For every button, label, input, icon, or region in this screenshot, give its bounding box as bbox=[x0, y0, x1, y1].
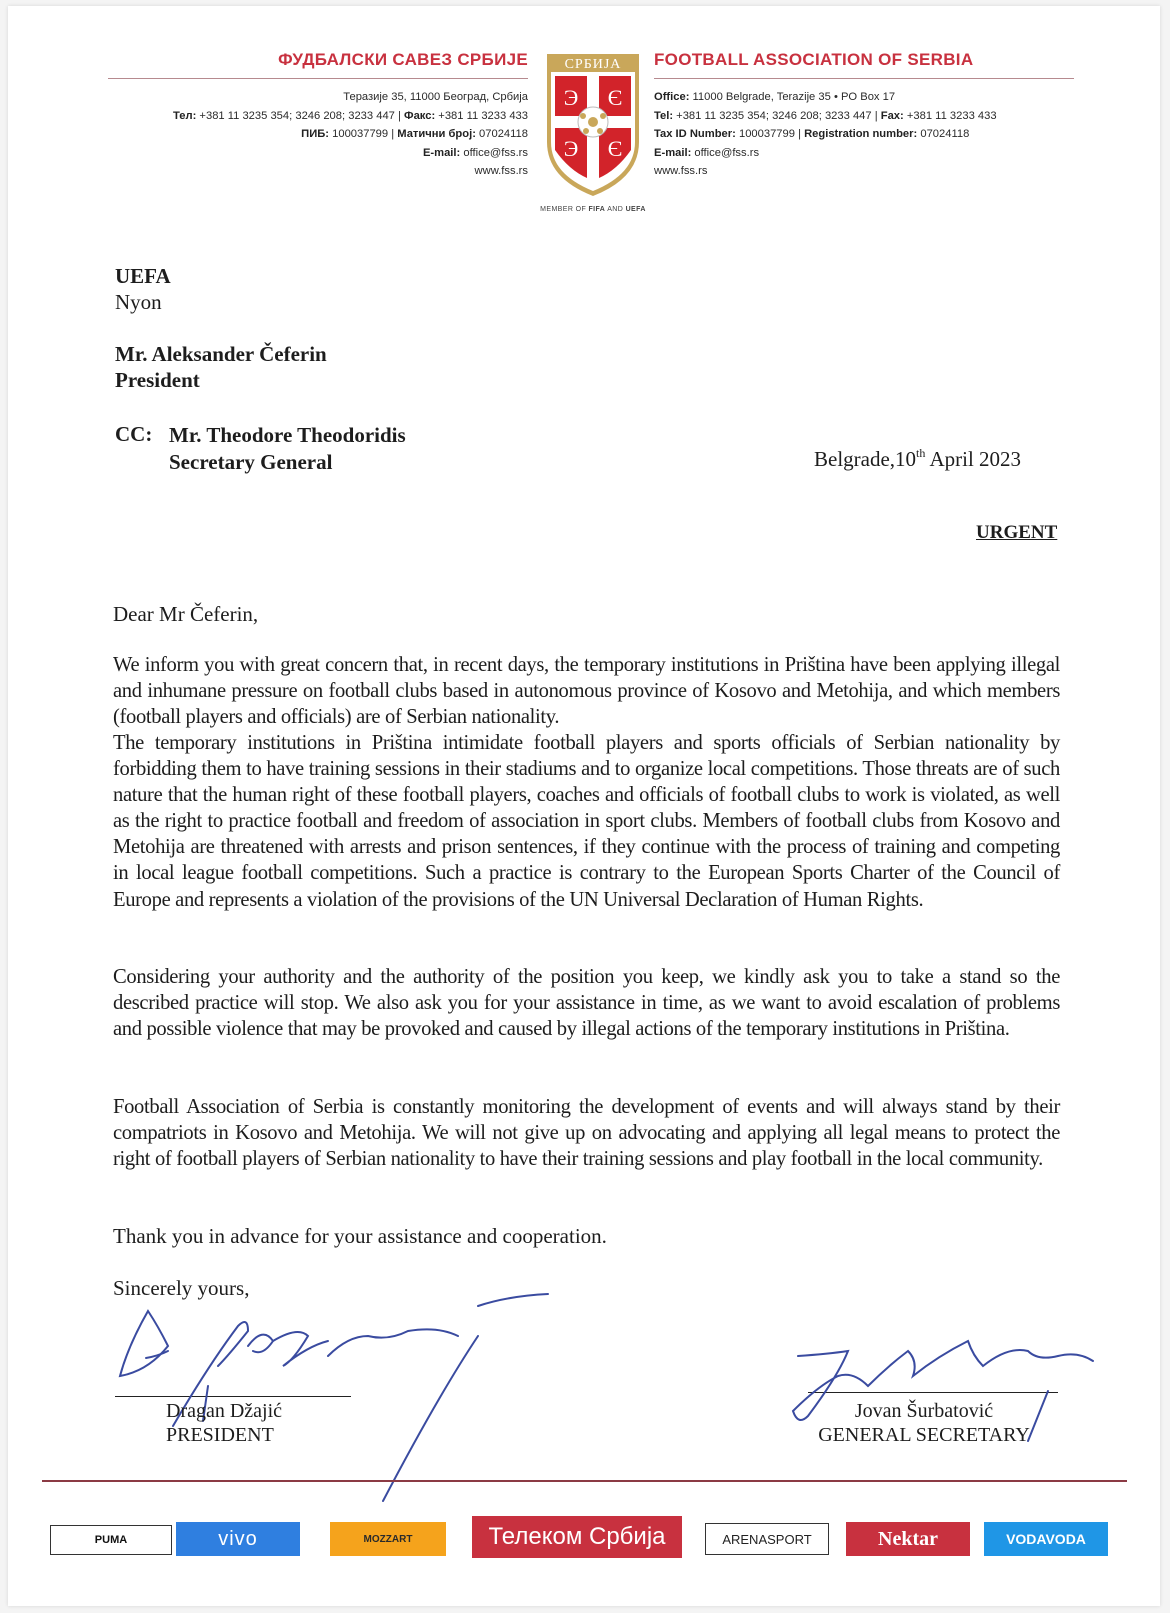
svg-text:Є: Є bbox=[607, 85, 623, 110]
fax-label: Факс: bbox=[404, 109, 436, 122]
cc-name: Mr. Theodore Theodoridis bbox=[169, 423, 406, 447]
sponsor-nektar-logo: Nektar bbox=[846, 1522, 970, 1556]
office-value: 11000 Belgrade, Terazije 35 • PO Box 17 bbox=[689, 91, 896, 103]
cc-title: Secretary General bbox=[169, 450, 333, 474]
tel-label: Тел: bbox=[172, 109, 197, 122]
signature-rule-president bbox=[115, 1396, 351, 1397]
body-paragraph-1: We inform you with great concern that, in recent days, the temporary institutions in Priština have been applying illegal and inhumane pressure on football clubs based in autonomous province of Kosovo and Metohija, and which members (football players and officials) are of Serbian nationality. bbox=[113, 654, 1060, 729]
tax-reg-cyrillic bbox=[108, 125, 528, 144]
email-link[interactable]: office@fss.rs bbox=[460, 146, 528, 159]
signature-rule-secretary bbox=[808, 1392, 1058, 1393]
svg-text:СРБИЈА: СРБИЈА bbox=[564, 57, 622, 72]
date-suffix: th bbox=[916, 446, 926, 460]
letterhead-rule-right bbox=[654, 78, 1074, 79]
recipient-name: Mr. Aleksander Čeferin bbox=[115, 342, 327, 366]
body-paragraph-4: Football Association of Serbia is constantly monitoring the development of events and will always stand by their compatriots in Kosovo and Metohija. We will not give up on advocating and applying all legal means to protect the right of football players of Serbian nationality to have their training sessions and play football in the local community. bbox=[113, 1096, 1060, 1171]
phone-fax-cyrillic bbox=[108, 107, 528, 126]
separator: | bbox=[391, 128, 395, 141]
tax-value: 100037799 bbox=[735, 128, 799, 141]
org-name-english: FOOTBALL ASSOCIATION OF SERBIA bbox=[654, 50, 974, 69]
office-english bbox=[654, 88, 1074, 107]
website-english[interactable]: www.fss.rs bbox=[654, 165, 708, 178]
address-cyrillic: Теразије 35, 11000 Београд, Србија bbox=[343, 91, 528, 103]
member-fifa-uefa bbox=[518, 206, 668, 213]
urgent-label: URGENT bbox=[976, 522, 1058, 543]
date-place: Belgrade,10 bbox=[814, 447, 917, 471]
reg-label: Матични број: bbox=[397, 128, 476, 141]
fss-crest-logo bbox=[543, 50, 643, 198]
fax-value: +381 11 3233 433 bbox=[903, 109, 997, 122]
fax-value: +381 11 3233 433 bbox=[435, 109, 528, 122]
letter-page bbox=[8, 6, 1160, 1606]
member-fifa: FIFA bbox=[588, 206, 606, 213]
email-label: E-mail: bbox=[654, 146, 692, 159]
member-and: AND bbox=[605, 206, 626, 213]
member-prefix: MEMBER OF bbox=[540, 206, 589, 213]
signatory-president bbox=[166, 1399, 282, 1447]
cc-recipient-block bbox=[169, 422, 406, 476]
tel-value: +381 11 3235 354; 3246 208; 3233 447 bbox=[673, 109, 875, 122]
separator: | bbox=[398, 109, 401, 122]
letter-date bbox=[814, 446, 1021, 472]
recipient-org-block bbox=[115, 263, 171, 315]
letterhead-rule-left bbox=[108, 78, 528, 79]
org-name-cyrillic: ФУДБАЛСКИ САВЕЗ СРБИЈЕ bbox=[278, 50, 528, 69]
sponsor-vodavoda-logo: VODAVODA bbox=[984, 1522, 1108, 1556]
svg-text:Э: Э bbox=[563, 85, 579, 110]
reg-value: 07024118 bbox=[475, 128, 528, 141]
signatory-name: Jovan Šurbatović bbox=[854, 1400, 994, 1422]
email-label: E-mail: bbox=[422, 146, 461, 159]
member-uefa: UEFA bbox=[625, 206, 646, 213]
date-rest: April 2023 bbox=[925, 447, 1022, 471]
pib-label: ПИБ: bbox=[301, 128, 330, 141]
svg-text:Э: Э bbox=[563, 136, 579, 161]
svg-text:Є: Є bbox=[607, 136, 623, 161]
website-cyrillic[interactable]: www.fss.rs bbox=[474, 165, 528, 178]
separator: | bbox=[874, 109, 878, 122]
signatory-title: PRESIDENT bbox=[166, 1424, 274, 1446]
pib-value: 100037799 bbox=[329, 128, 392, 141]
tax-reg-english bbox=[654, 125, 1074, 144]
reg-value: 07024118 bbox=[917, 128, 970, 141]
office-label: Office: bbox=[654, 91, 690, 103]
tel-label: Tel: bbox=[654, 109, 674, 122]
signatory-name: Dragan Džajić bbox=[166, 1400, 283, 1422]
sponsor-telekom-logo: Телеком Србија bbox=[472, 1516, 682, 1558]
cc-label: CC: bbox=[115, 422, 153, 446]
email-link[interactable]: office@fss.rs bbox=[691, 146, 760, 159]
footer-rule bbox=[42, 1480, 1127, 1482]
recipient-org: UEFA bbox=[115, 264, 171, 288]
signatory-general-secretary bbox=[794, 1399, 1054, 1447]
thanks-line: Thank you in advance for your assistance and cooperation. bbox=[113, 1224, 607, 1248]
closing-line: Sincerely yours, bbox=[113, 1276, 250, 1300]
reg-label: Registration number: bbox=[804, 128, 918, 141]
tax-label: Tax ID Number: bbox=[654, 128, 736, 141]
letterhead-english bbox=[654, 50, 1074, 181]
fax-label: Fax: bbox=[880, 109, 904, 122]
recipient-city: Nyon bbox=[115, 290, 162, 314]
signatory-title: GENERAL SECRETARY bbox=[818, 1424, 1030, 1446]
sponsor-vivo-logo: vivo bbox=[176, 1522, 300, 1556]
sponsor-arenasport-logo: ARENASPORT bbox=[705, 1523, 829, 1555]
recipient-person-block bbox=[115, 341, 327, 393]
separator: | bbox=[798, 128, 801, 141]
recipient-title: President bbox=[115, 368, 200, 392]
email-english bbox=[654, 144, 1074, 163]
body-paragraph-2: The temporary institutions in Priština intimidate football players and sports officials of Serbian nationality by forbidding them to have training sessions in their stadiums and to organize local competitions. Those threats are of such nature that the human right of these football players, coaches and officials of football clubs to work is violated, as well as the right to practice football and freedom of association in sport clubs. Members of football clubs from Kosovo and Metohija are threatened with arrests and prison sentences, if they continue with the process of training and competing in local league football competitions. Such a practice is contrary to the European Sports Charter of the Council of Europe and represents a violation of the provisions of the UN Universal Declaration of Human Rights. bbox=[113, 732, 1060, 911]
email-cyrillic bbox=[108, 144, 528, 163]
sponsor-puma-logo: PUMA bbox=[50, 1525, 172, 1555]
letterhead-cyrillic bbox=[108, 50, 528, 181]
phone-fax-english bbox=[654, 107, 1074, 126]
tel-value: +381 11 3235 354; 3246 208; 3233 447 bbox=[196, 109, 398, 122]
body-paragraph-3: Considering your authority and the authority of the position you keep, we kindly ask you to take a stand so the described practice will stop. We also ask you for your assistance in time, as we want to avoid escalation of problems and possible violence that may be provoked and caused by illegal actions of the temporary institutions in Priština. bbox=[113, 966, 1060, 1041]
salutation: Dear Mr Čeferin, bbox=[113, 602, 259, 626]
sponsor-mozzart-logo: MOZZART bbox=[330, 1522, 446, 1556]
